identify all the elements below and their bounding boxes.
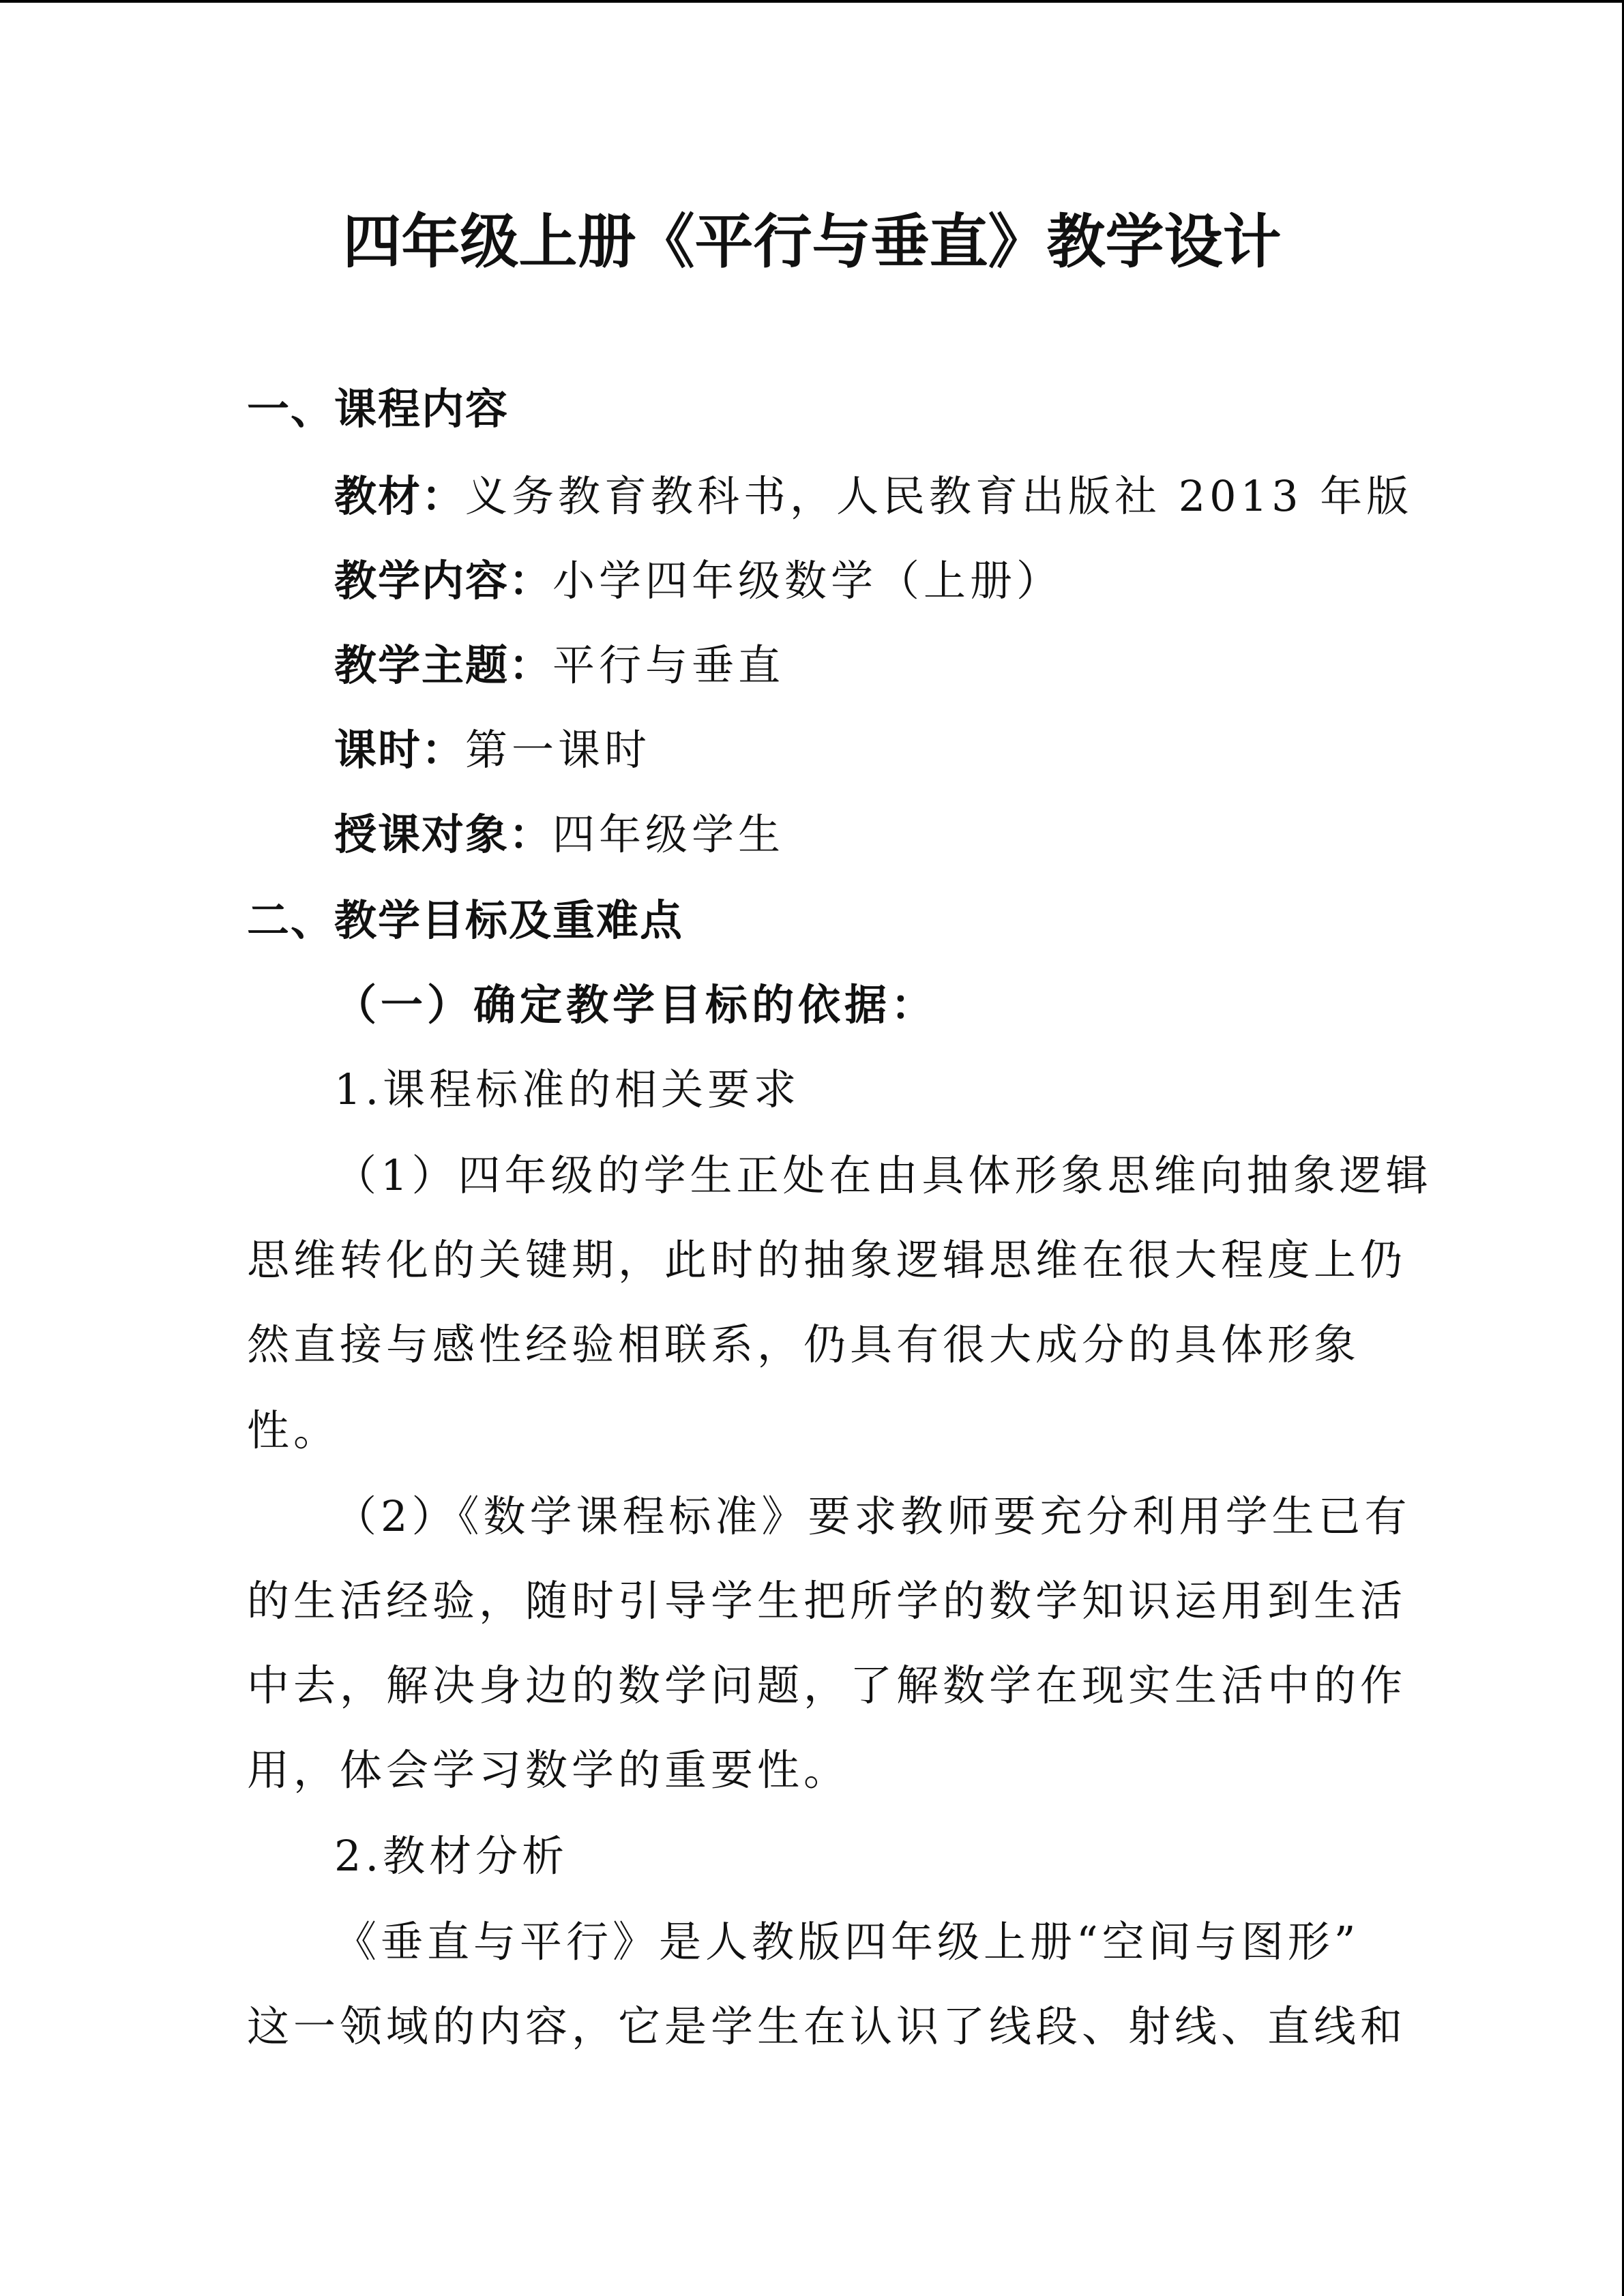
paragraph-2-line-4: 用，体会学习数学的重要性。 xyxy=(247,1745,851,1795)
info-label: 教学内容： xyxy=(334,556,553,606)
info-value: 四年级学生 xyxy=(552,809,785,859)
section-heading-objectives: 二、教学目标及重难点 xyxy=(247,895,684,945)
info-value: 平行与垂直 xyxy=(552,640,785,690)
info-row-teaching-theme xyxy=(334,638,784,693)
point-title-curriculum: 1.课程标准的相关要求 xyxy=(334,1064,801,1114)
paragraph-2-line-1: （2）《数学课程标准》要求教师要充分利用学生已有 xyxy=(334,1491,1411,1541)
point-title-textbook-analysis: 2.教材分析 xyxy=(334,1831,569,1881)
info-label: 课时： xyxy=(334,725,466,775)
top-border-line xyxy=(0,0,1624,3)
paragraph-2-line-2: 的生活经验，随时引导学生把所学的数学知识运用到生活 xyxy=(247,1576,1407,1626)
subheading-basis: （一）确定教学目标的依据： xyxy=(334,980,938,1030)
info-row-teaching-content xyxy=(334,554,1063,608)
paragraph-2-line-3: 中去，解决身边的数学问题，了解数学在现实生活中的作 xyxy=(247,1660,1407,1710)
paragraph-1-line-1: （1）四年级的学生正处在由具体形象思维向抽象逻辑 xyxy=(334,1150,1432,1200)
document-title: 四年级上册《平行与垂直》教学设计 xyxy=(342,208,1282,276)
paragraph-3-line-2: 这一领域的内容，它是学生在认识了线段、射线、直线和 xyxy=(247,2001,1407,2051)
info-label: 授课对象： xyxy=(334,809,553,859)
info-row-audience xyxy=(334,807,784,862)
info-value: 第一课时 xyxy=(465,725,651,775)
info-label: 教材： xyxy=(334,471,466,521)
paragraph-1-line-3: 然直接与感性经验相联系，仍具有很大成分的具体形象 xyxy=(247,1320,1361,1369)
info-value: 小学四年级数学（上册） xyxy=(552,556,1063,606)
info-value: 义务教育教科书，人民教育出版社 2013 年版 xyxy=(465,471,1413,521)
paragraph-1-line-2: 思维转化的关键期，此时的抽象逻辑思维在很大程度上仍 xyxy=(247,1235,1407,1285)
info-label: 教学主题： xyxy=(334,640,553,690)
paragraph-3-line-1: 《垂直与平行》是人教版四年级上册“空间与图形” xyxy=(334,1917,1360,1967)
info-row-textbook xyxy=(334,469,1413,524)
section-heading-course-content: 一、课程内容 xyxy=(247,384,510,434)
paragraph-1-line-4: 性。 xyxy=(247,1405,340,1455)
info-row-lesson-period xyxy=(334,723,651,777)
